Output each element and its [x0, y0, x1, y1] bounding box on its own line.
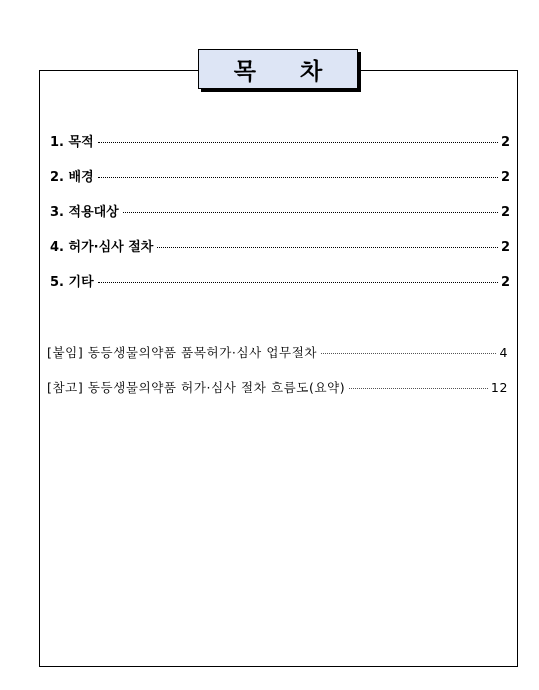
toc-entry-page: 2 [500, 205, 510, 220]
dot-leader [123, 212, 498, 213]
dot-leader [321, 353, 496, 354]
toc-title-box [198, 49, 358, 89]
toc-entry-label: 3. 적용대상 [50, 205, 119, 220]
toc-attachment-entry[interactable] [47, 378, 508, 396]
dot-leader [349, 388, 488, 389]
dot-leader [98, 142, 498, 143]
toc-attachment-label: [참고] 동등생물의약품 허가·심사 절차 흐름도(요약) [47, 380, 346, 395]
toc-entry[interactable] [50, 166, 510, 185]
toc-entry[interactable] [50, 236, 510, 255]
toc-entry-label: 4. 허가·심사 절차 [50, 240, 154, 255]
toc-entry-label: 1. 목적 [50, 135, 94, 150]
toc-entry-page: 2 [500, 170, 510, 185]
toc-title: 목 차 [233, 58, 341, 85]
toc-attachment-entry[interactable] [47, 343, 508, 361]
toc-entry-label: 5. 기타 [50, 275, 94, 290]
toc-attachment-page: 4 [499, 345, 508, 360]
toc-entry[interactable] [50, 271, 510, 290]
toc-attachment-page: 12 [490, 380, 508, 395]
toc-entry[interactable] [50, 131, 510, 150]
toc-entry[interactable] [50, 201, 510, 220]
dot-leader [157, 247, 498, 248]
toc-entry-page: 2 [500, 275, 510, 290]
toc-frame [39, 70, 518, 667]
toc-entry-page: 2 [500, 240, 510, 255]
dot-leader [98, 177, 498, 178]
toc-entry-page: 2 [500, 135, 510, 150]
toc-entry-label: 2. 배경 [50, 170, 94, 185]
toc-attachment-label: [붙임] 동등생물의약품 품목허가·심사 업무절차 [47, 345, 318, 360]
dot-leader [98, 282, 498, 283]
